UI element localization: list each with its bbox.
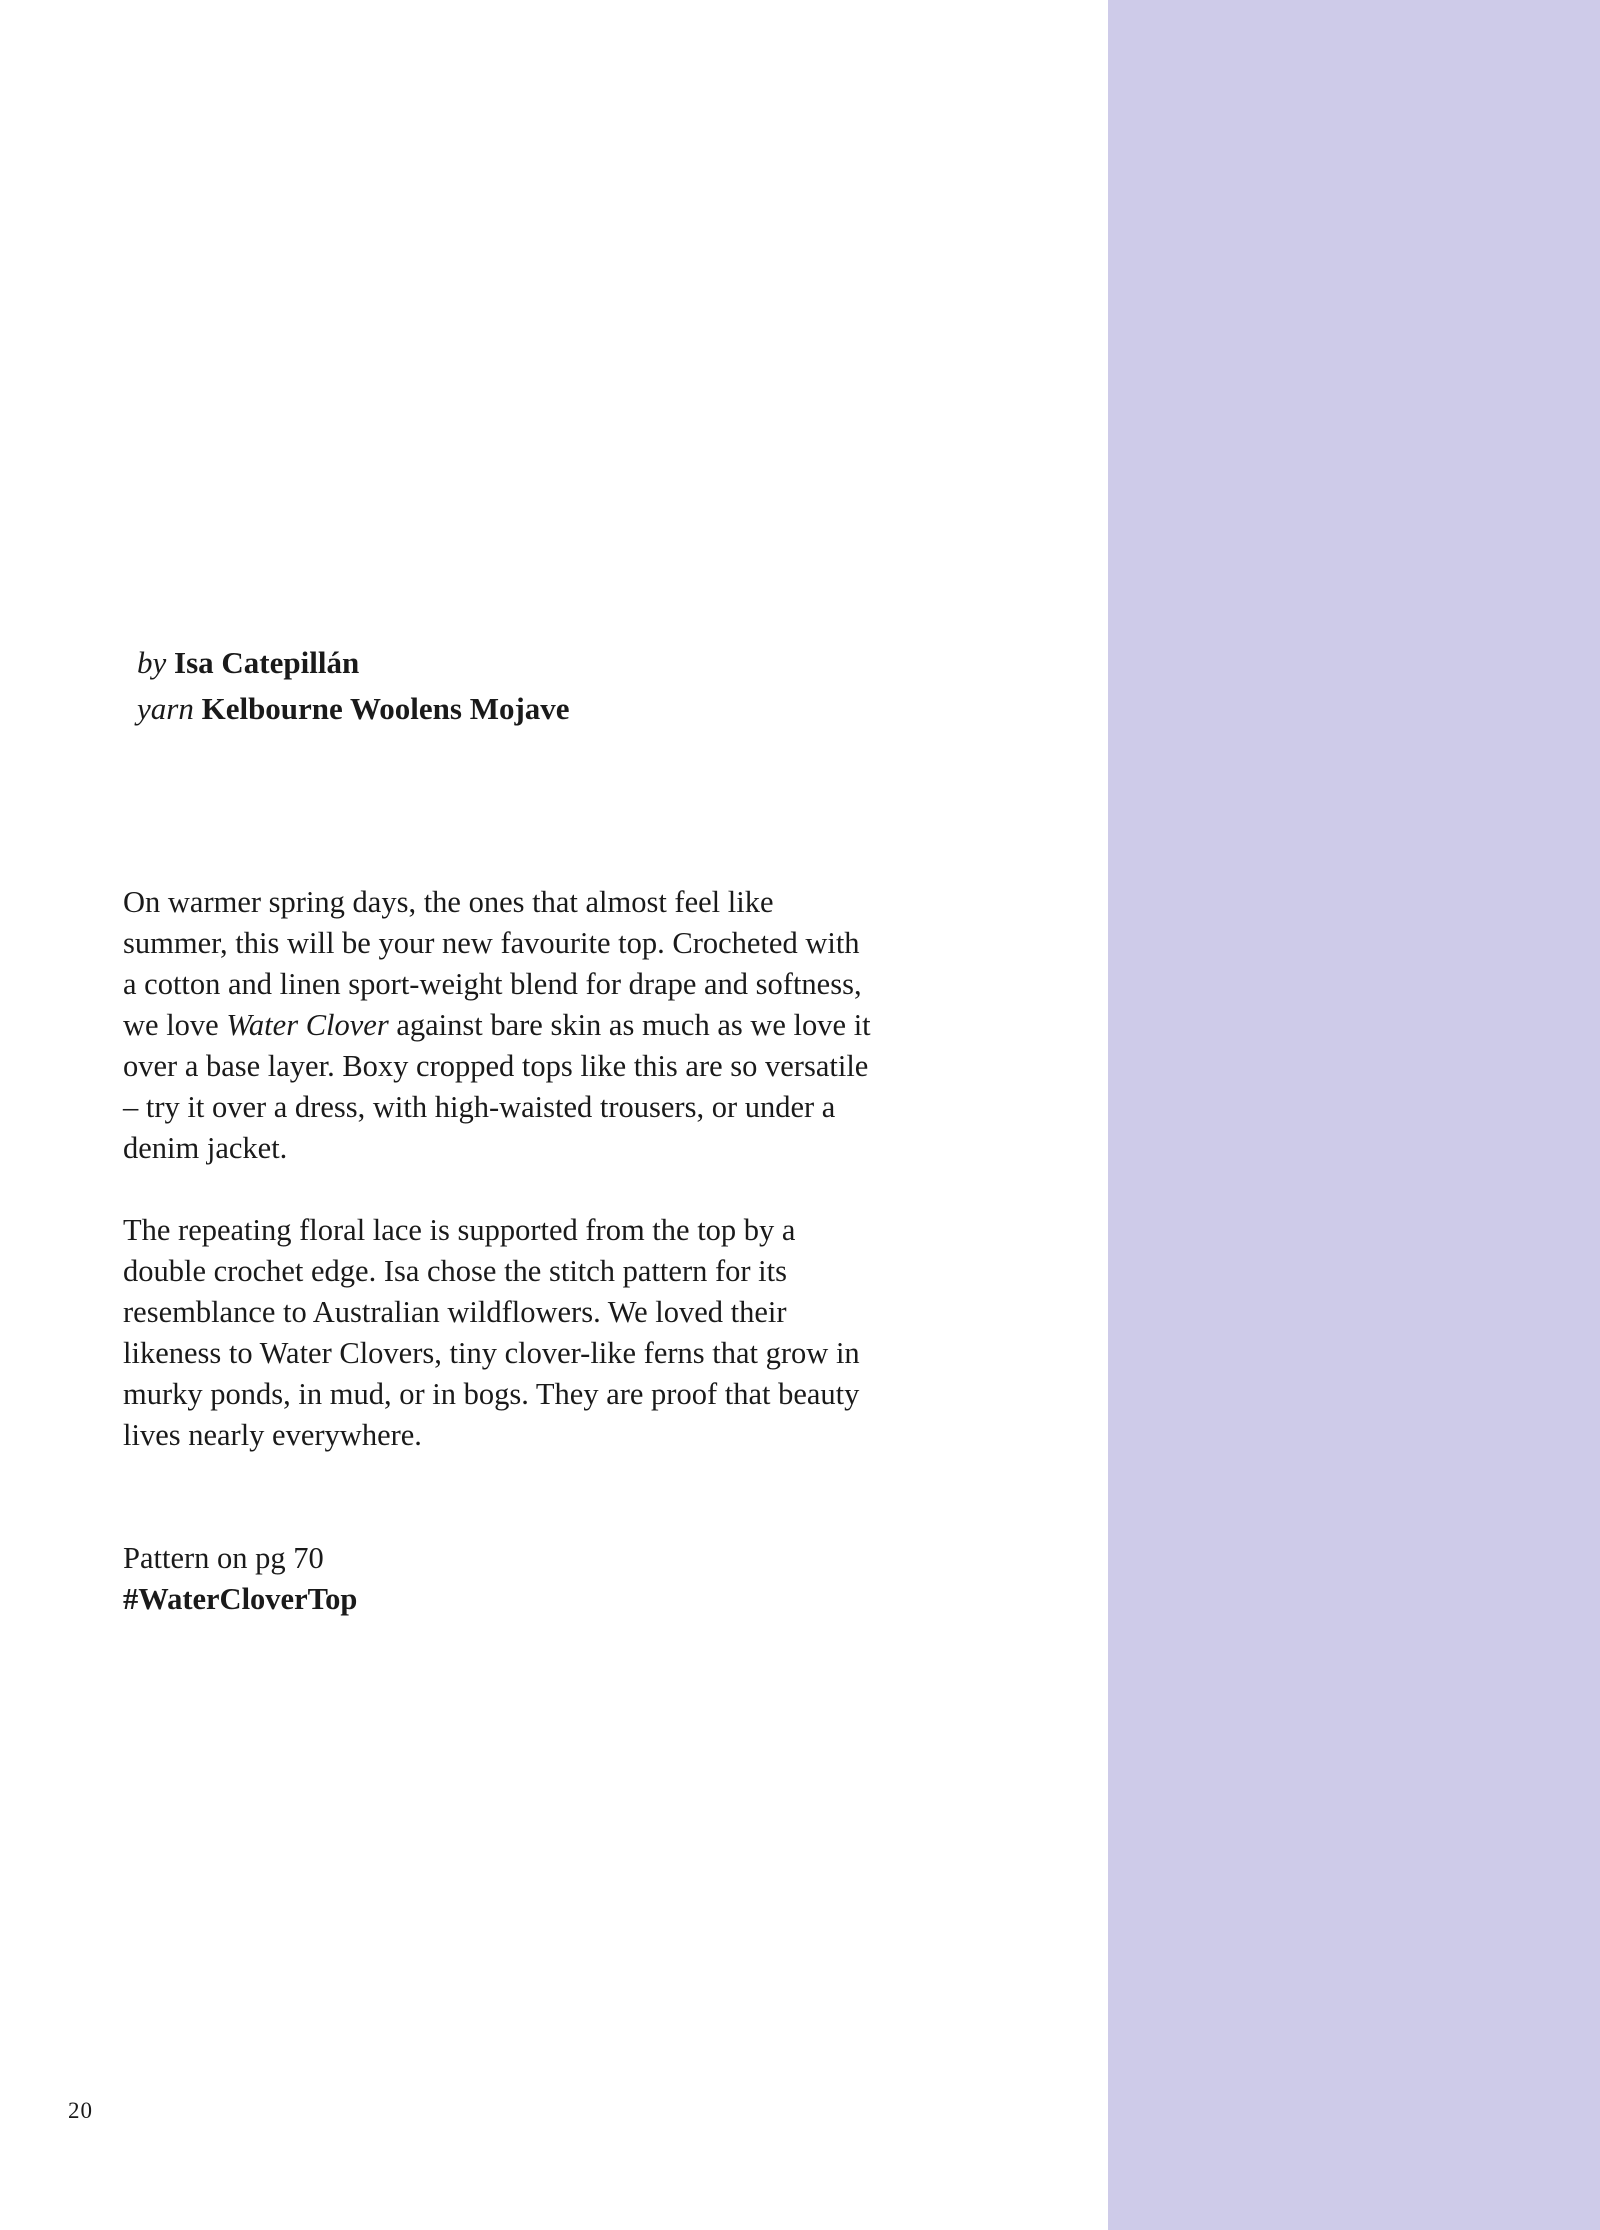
- p1-text-start: On warmer spring days, the ones that almost feel like summer, this will be your new favourite top. Crocheted with a cotton and linen sport-weight blend for drape and softness, we love: [123, 885, 862, 1042]
- pattern-hashtag: #WaterCloverTop: [123, 1582, 358, 1616]
- designer-credit: [137, 640, 570, 686]
- p1-title-emphasis: Water Clover: [226, 1008, 389, 1042]
- designer-name: Isa Catepillán: [174, 645, 360, 680]
- yarn-credit: [137, 686, 570, 732]
- designer-key: by: [137, 645, 167, 680]
- body-paragraph-2: The repeating floral lace is supported from the top by a double crochet edge. Isa chose the stitch pattern for its resemblance to Australian wildflowers. We loved their likeness to Water Clovers, tiny clover-like ferns that grow in murky ponds, in mud, or in bogs. They are proof that beauty lives nearly everywhere.: [123, 1213, 860, 1452]
- yarn-key: yarn: [137, 691, 194, 726]
- article-body: [123, 882, 875, 1497]
- side-color-panel: [1108, 0, 1600, 2230]
- credits-block: [137, 640, 570, 732]
- page-number: 20: [68, 2098, 93, 2123]
- body-paragraph-1: [123, 882, 875, 1169]
- pattern-reference-block: [123, 1538, 357, 1620]
- p1-text-end: against bare skin as much as we love it over a base layer. Boxy cropped tops like this are so versatile – try it over a dress, with high-waisted trousers, or under a denim jacket.: [123, 1008, 871, 1165]
- yarn-name: Kelbourne Woolens Mojave: [201, 691, 570, 726]
- pattern-page-reference: Pattern on pg 70: [123, 1541, 324, 1575]
